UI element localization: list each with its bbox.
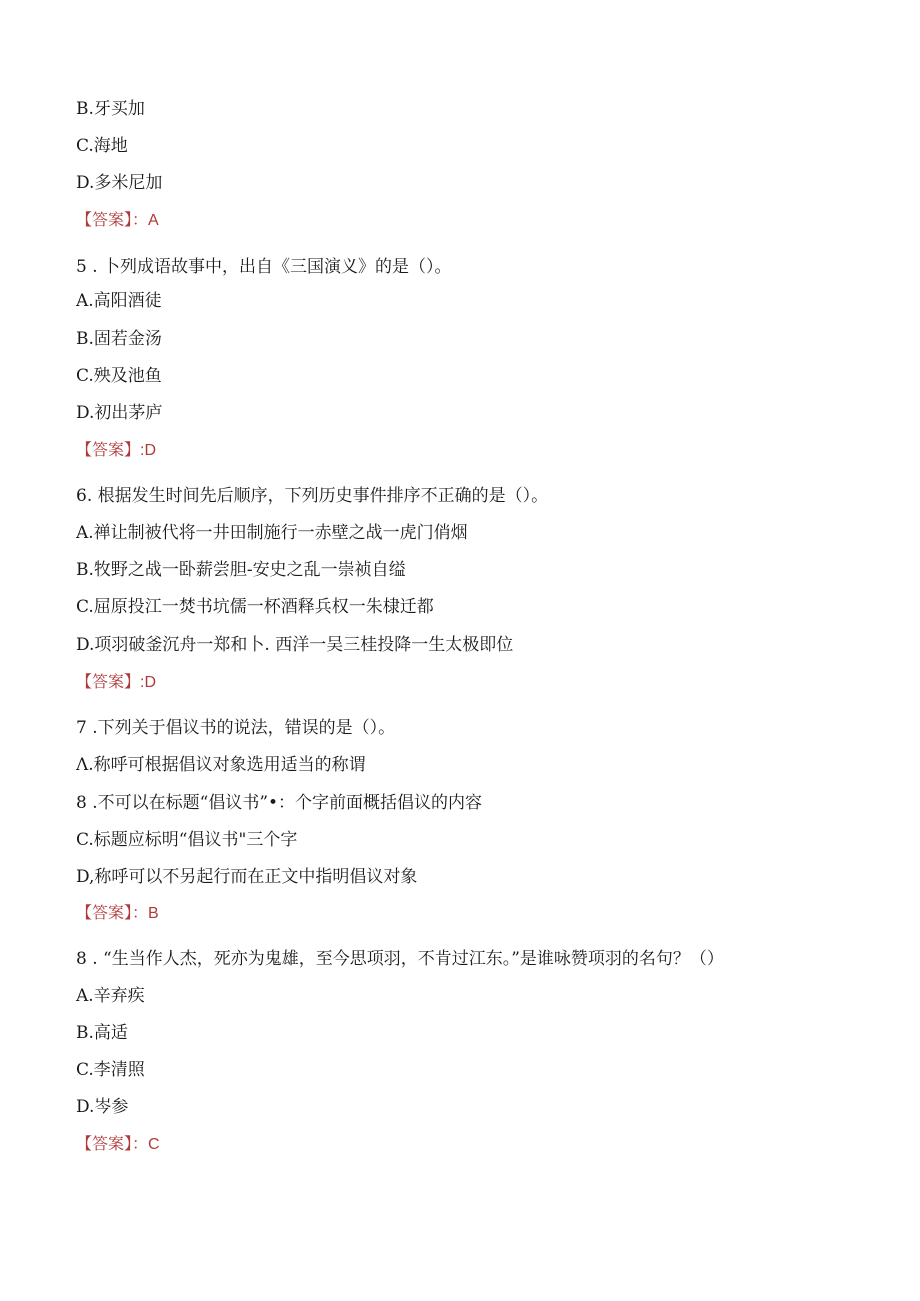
option-line: D.项羽破釜沉舟一郑和卜. 西洋一吴三桂投降一生太极即位 xyxy=(76,635,514,655)
option-line: C.李清照 xyxy=(76,1060,145,1080)
option-line: D,称呼可以不另起行而在正文中指明倡议对象 xyxy=(76,867,418,887)
question-line: 7 .下列关于倡议书的说法，错误的是（）。 xyxy=(76,718,396,738)
option-line: D.岑参 xyxy=(76,1097,129,1117)
option-line: B.固若金汤 xyxy=(76,329,162,349)
option-line: 8 .不可以在标题“倡议书”•：个字前面概括倡议的内容 xyxy=(76,793,483,813)
answer-line: 【答案】:D xyxy=(76,442,157,459)
answer-line: 【答案】:D xyxy=(76,674,157,691)
option-line: A.禅让制被代将一井田制施行一赤壁之战一虎门俏烟 xyxy=(76,523,468,543)
option-line: B.高适 xyxy=(76,1023,128,1043)
option-line: D.多米尼加 xyxy=(76,173,163,193)
answer-line: 【答案】：C xyxy=(76,1136,160,1153)
question-line: 8 . “生当作人杰，死亦为鬼雄，至今思项羽，不肯过江东。”是谁咏赞项羽的名句？（） xyxy=(76,949,724,969)
option-line: Λ.称呼可根据倡议对象选用适当的称谓 xyxy=(76,755,366,775)
option-line: D.初出茅庐 xyxy=(76,403,163,423)
option-line: C.屈原投江一焚书坑儒一杯酒释兵权一朱棣迁都 xyxy=(76,597,434,617)
option-line: C.海地 xyxy=(76,136,128,156)
option-line: C.殃及池鱼 xyxy=(76,366,162,386)
answer-line: 【答案】：B xyxy=(76,905,159,922)
option-line: A.辛弃疾 xyxy=(76,986,145,1006)
question-line: 6. 根据发生时间先后顺序，下列历史事件排序不正确的是（）。 xyxy=(76,486,549,506)
option-line: C.标题应标明“倡议书"三个字 xyxy=(76,830,298,850)
question-line: 5 . 卜列成语故事中，出自《三国演义》的是（）。 xyxy=(76,257,452,277)
answer-line: 【答案】：A xyxy=(76,212,159,229)
option-line: B.牙买加 xyxy=(76,99,145,119)
option-line: B.牧野之战一卧薪尝胆-安史之乱一崇祯自缢 xyxy=(76,560,406,580)
option-line: A.高阳酒徒 xyxy=(76,291,162,311)
